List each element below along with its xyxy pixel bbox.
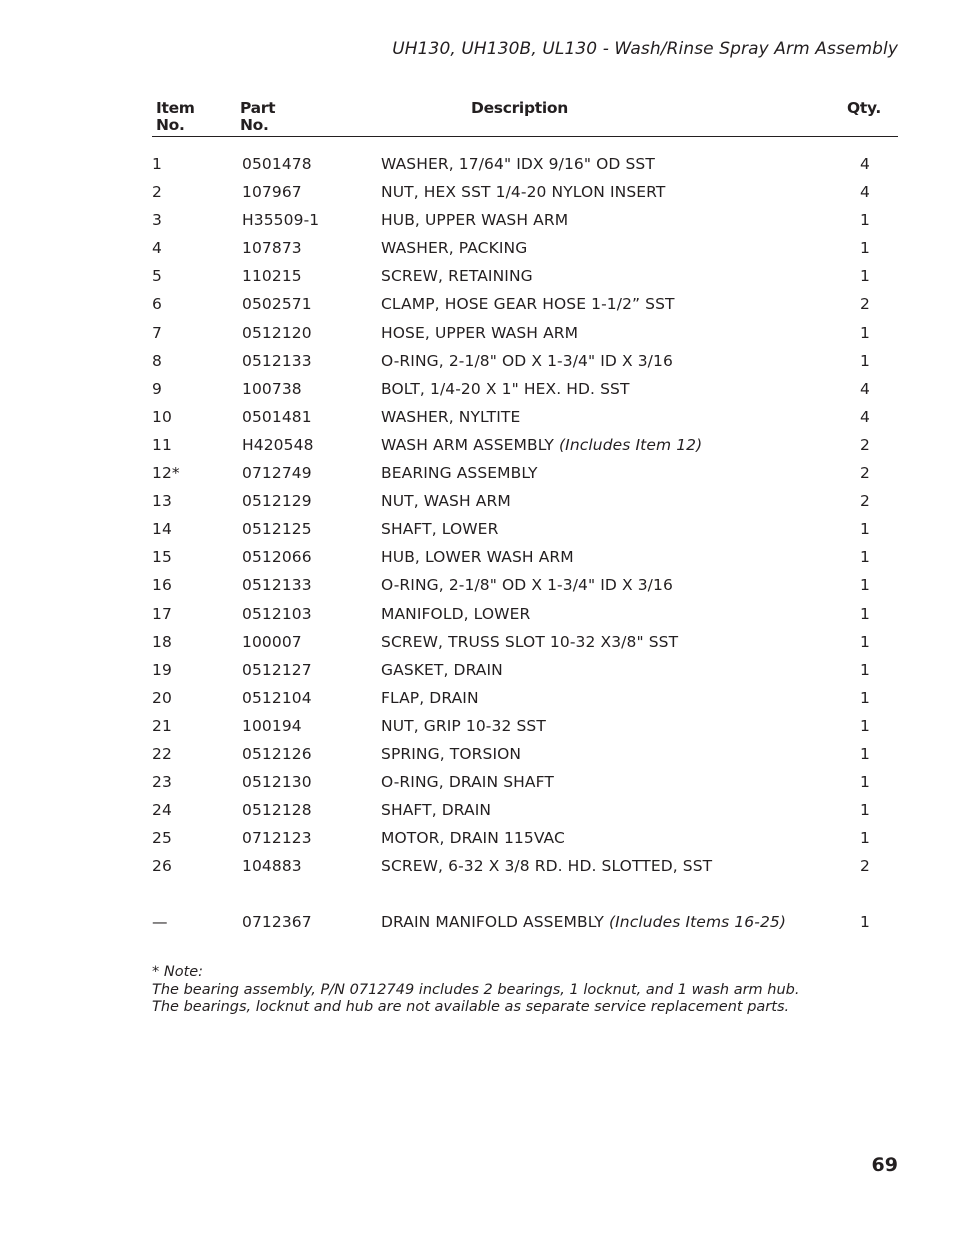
quantity: 1 <box>860 773 870 792</box>
table-row <box>0 206 954 234</box>
item-number: 20 <box>152 688 172 707</box>
column-header-item-text: Item No. <box>156 99 195 134</box>
header-divider <box>152 136 898 137</box>
description <box>381 487 511 515</box>
item-number: 16 <box>152 576 172 595</box>
part-number: 0512129 <box>242 492 312 511</box>
item-number: 9 <box>152 379 162 398</box>
description-text: SHAFT, DRAIN <box>381 801 492 820</box>
description-text: NUT, GRIP 10-32 SST <box>381 716 546 735</box>
part-number: 100194 <box>242 716 302 735</box>
description <box>381 656 503 684</box>
description-text: WASHER, PACKING <box>381 239 528 258</box>
item-number: 17 <box>152 604 172 623</box>
part-number: 0712123 <box>242 829 312 848</box>
quantity: 1 <box>860 913 870 932</box>
part-number: 107873 <box>242 239 302 258</box>
quantity: 1 <box>860 604 870 623</box>
table-row <box>0 628 954 656</box>
item-number: 14 <box>152 520 172 539</box>
item-number: 8 <box>152 351 162 370</box>
table-row <box>0 487 954 515</box>
part-number: 0712749 <box>242 464 312 483</box>
page-number: 69 <box>871 1154 898 1176</box>
description-text: BOLT, 1/4-20 X 1" HEX. HD. SST <box>381 379 630 398</box>
item-number: 5 <box>152 267 162 286</box>
description-text: NUT, HEX SST 1/4-20 NYLON INSERT <box>381 183 666 202</box>
part-number: H420548 <box>242 435 314 454</box>
description-text: NUT, WASH ARM <box>381 492 511 511</box>
item-number: 26 <box>152 857 172 876</box>
column-header-item-no <box>156 100 195 134</box>
description <box>381 712 546 740</box>
description <box>381 375 630 403</box>
item-number: 25 <box>152 829 172 848</box>
description <box>381 852 712 880</box>
table-row <box>0 178 954 206</box>
quantity: 2 <box>860 435 870 454</box>
page-header-title: UH130, UH130B, UL130 - Wash/Rinse Spray Arm Assembly <box>392 39 898 59</box>
table-row <box>0 403 954 431</box>
description-text: MANIFOLD, LOWER <box>381 604 531 623</box>
quantity: 1 <box>860 744 870 763</box>
description <box>381 290 675 318</box>
part-number: 0512104 <box>242 688 312 707</box>
description-text: WASHER, NYLTITE <box>381 407 521 426</box>
quantity: 1 <box>860 239 870 258</box>
description-note: (Includes Items 16-25) <box>608 913 787 932</box>
part-number: 0712367 <box>242 913 312 932</box>
item-number: 15 <box>152 548 172 567</box>
description <box>381 319 578 347</box>
quantity: 1 <box>860 323 870 342</box>
quantity: 1 <box>860 801 870 820</box>
table-row <box>0 908 954 936</box>
description <box>381 796 491 824</box>
part-number: 0512133 <box>242 576 312 595</box>
column-header-part-no <box>240 100 275 134</box>
description-text: SCREW, RETAINING <box>381 267 533 286</box>
part-number: 0512128 <box>242 801 312 820</box>
description <box>381 234 527 262</box>
table-row <box>0 319 954 347</box>
part-number: 0501481 <box>242 407 312 426</box>
description-text: BEARING ASSEMBLY <box>381 464 538 483</box>
part-number: 107967 <box>242 183 302 202</box>
table-row <box>0 768 954 796</box>
description-text: HOSE, UPPER WASH ARM <box>381 323 579 342</box>
quantity: 1 <box>860 520 870 539</box>
description <box>381 262 533 290</box>
quantity: 1 <box>860 548 870 567</box>
quantity: 1 <box>860 351 870 370</box>
item-number: 21 <box>152 716 172 735</box>
column-header-part-text: Part No. <box>240 99 276 134</box>
description-text: FLAP, DRAIN <box>381 688 479 707</box>
description-text: DRAIN MANIFOLD ASSEMBLY <box>381 913 609 932</box>
description <box>381 206 568 234</box>
table-row <box>0 234 954 262</box>
table-row <box>0 824 954 852</box>
footnote-line-1: The bearing assembly, P/N 0712749 includes 2 bearings, 1 locknut, and 1 wash arm hub. <box>152 981 800 998</box>
description-text: GASKET, DRAIN <box>381 660 503 679</box>
quantity: 2 <box>860 492 870 511</box>
item-number: 22 <box>152 744 172 763</box>
table-row <box>0 796 954 824</box>
part-number: 0512127 <box>242 660 312 679</box>
table-row <box>0 150 954 178</box>
table-row <box>0 347 954 375</box>
table-row <box>0 600 954 628</box>
quantity: 4 <box>860 183 870 202</box>
quantity: 1 <box>860 632 870 651</box>
part-number: 100738 <box>242 379 302 398</box>
item-number: 6 <box>152 295 162 314</box>
description <box>381 740 521 768</box>
item-number: 4 <box>152 239 162 258</box>
description <box>381 459 538 487</box>
footnote-line-2: The bearings, locknut and hub are not available as separate service replacement parts. <box>152 999 790 1015</box>
part-number: 0512133 <box>242 351 312 370</box>
item-number: 12* <box>152 464 180 483</box>
description-text: CLAMP, HOSE GEAR HOSE 1-1/2” SST <box>381 295 675 314</box>
item-number: 19 <box>152 660 172 679</box>
part-number: 104883 <box>242 857 302 876</box>
part-number: 0512120 <box>242 323 312 342</box>
description-text: O-RING, DRAIN SHAFT <box>381 773 554 792</box>
description-text: WASHER, 17/64" IDX 9/16" OD SST <box>381 155 655 173</box>
description <box>381 178 666 206</box>
part-number: 110215 <box>242 267 302 286</box>
table-row <box>0 290 954 318</box>
table-row <box>0 571 954 599</box>
column-header-qty: Qty. <box>847 99 881 117</box>
quantity: 1 <box>860 716 870 735</box>
item-number: 11 <box>152 435 172 454</box>
item-number: 1 <box>152 155 162 173</box>
table-row <box>0 431 954 459</box>
item-number: 23 <box>152 773 172 792</box>
item-number: 7 <box>152 323 162 342</box>
quantity: 4 <box>860 155 870 173</box>
quantity: 4 <box>860 407 870 426</box>
description-text: WASH ARM ASSEMBLY <box>381 435 560 454</box>
part-number: 0512103 <box>242 604 312 623</box>
description-text: HUB, LOWER WASH ARM <box>381 548 574 567</box>
description-text: O-RING, 2-1/8" OD X 1-3/4" ID X 3/16 <box>381 576 673 595</box>
part-number: 0512066 <box>242 548 312 567</box>
description-text: SPRING, TORSION <box>381 744 522 763</box>
description <box>381 600 530 628</box>
item-number: — <box>152 913 168 932</box>
item-number: 18 <box>152 632 172 651</box>
description <box>381 515 498 543</box>
description <box>381 908 786 936</box>
table-row <box>0 375 954 403</box>
column-header-description: Description <box>471 99 568 117</box>
description-text: O-RING, 2-1/8" OD X 1-3/4" ID X 3/16 <box>381 351 673 370</box>
description <box>381 347 673 375</box>
footnote-label: * Note: <box>152 964 204 980</box>
table-row <box>0 262 954 290</box>
footnote <box>152 964 799 1017</box>
item-number: 13 <box>152 492 172 511</box>
item-number: 24 <box>152 801 172 820</box>
item-number: 10 <box>152 407 172 426</box>
quantity: 1 <box>860 829 870 848</box>
quantity: 1 <box>860 688 870 707</box>
table-row <box>0 543 954 571</box>
part-number: 0512126 <box>242 744 312 763</box>
quantity: 1 <box>860 576 870 595</box>
description-text: HUB, UPPER WASH ARM <box>381 211 569 230</box>
quantity: 1 <box>860 660 870 679</box>
table-row <box>0 852 954 880</box>
item-number: 2 <box>152 183 162 202</box>
table-row <box>0 656 954 684</box>
table-row <box>0 459 954 487</box>
item-number: 3 <box>152 211 162 230</box>
quantity: 2 <box>860 857 870 876</box>
quantity: 2 <box>860 295 870 314</box>
description <box>381 684 479 712</box>
part-number: H35509-1 <box>242 211 320 230</box>
description <box>381 543 574 571</box>
part-number: 0501478 <box>242 155 312 173</box>
description <box>381 571 673 599</box>
table-row <box>0 684 954 712</box>
description <box>381 403 520 431</box>
description <box>381 824 565 852</box>
quantity: 2 <box>860 464 870 483</box>
part-number: 0512130 <box>242 773 312 792</box>
description-text: MOTOR, DRAIN 115VAC <box>381 829 565 848</box>
parts-table <box>0 150 954 937</box>
quantity: 1 <box>860 211 870 230</box>
description <box>381 768 554 796</box>
description-text: SCREW, 6-32 X 3/8 RD. HD. SLOTTED, SST <box>381 857 713 876</box>
description <box>381 628 678 656</box>
table-row <box>0 740 954 768</box>
description-text: SHAFT, LOWER <box>381 520 499 539</box>
quantity: 4 <box>860 379 870 398</box>
description <box>381 150 655 178</box>
part-number: 0512125 <box>242 520 312 539</box>
description-note: (Includes Item 12) <box>559 435 703 454</box>
table-row <box>0 712 954 740</box>
part-number: 100007 <box>242 632 302 651</box>
quantity: 1 <box>860 267 870 286</box>
part-number: 0502571 <box>242 295 312 314</box>
description <box>381 431 702 459</box>
table-row <box>0 515 954 543</box>
description-text: SCREW, TRUSS SLOT 10-32 X3/8" SST <box>381 632 679 651</box>
